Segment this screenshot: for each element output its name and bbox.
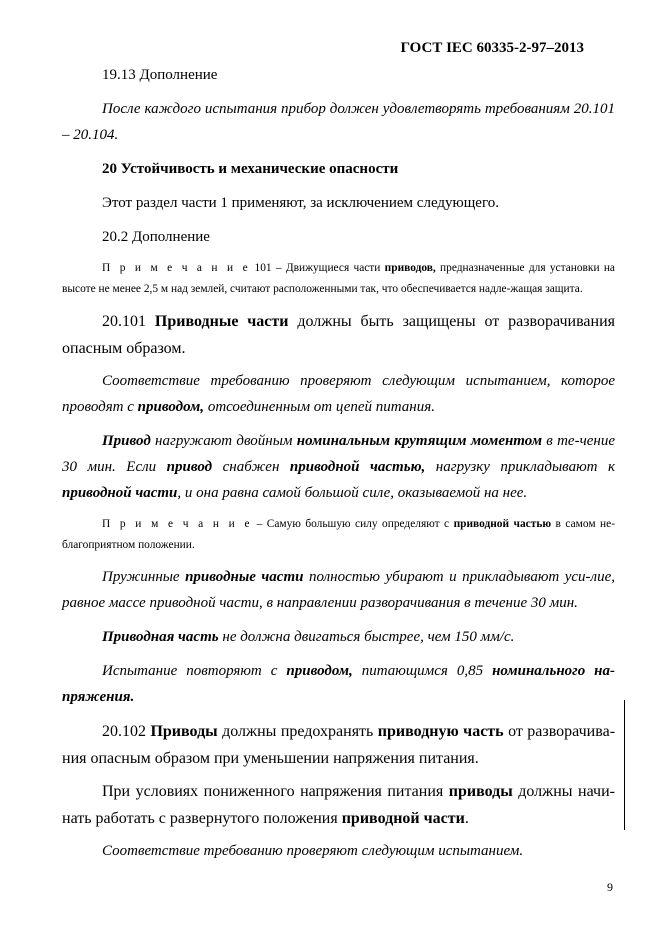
page-number: 9 (607, 880, 613, 894)
paragraph-section-scope: Этот раздел части 1 применяют, за исключением следующего. (102, 195, 499, 211)
clause-19-13-heading: 19.13 Дополнение (102, 67, 218, 83)
clause-20-102: 20.102 Приводы должны предохранять приводную часть от разворачива-ния опасным образом при уменьшении напряжения питания. (62, 723, 616, 767)
paragraph-load-test: Привод нагружают двойным номинальным крутящим моментом в те-чение 30 мин. Если привод снабжен приводной частью, нагрузку прикладывают к приводной части, и она равна самой большой силе, оказываемой на нее. (62, 433, 616, 501)
change-bar (624, 700, 625, 830)
document-header: ГОСТ IEC 60335-2-97–2013 (400, 40, 584, 56)
paragraph-final-check: Соответствие требованию проверяют следующим испытанием. (102, 843, 524, 859)
paragraph-repeat-test: Испытание повторяют с приводом, питающимся 0,85 номинального на-пряжения. (62, 663, 615, 705)
page-body (62, 62, 615, 864)
section-20-heading: 20 Устойчивость и механические опасности (102, 161, 399, 177)
note-101: П р и м е ч а н и е 101 – Движущиеся части приводов, предназначенные для установки на высоте не менее 2,5 м над землей, считают расположенными так, что обеспечивается надле-жащая защита. (62, 262, 615, 295)
paragraph-spring-parts: Пружинные приводные части полностью убирают и прикладывают уси-лие, равное массе приводной части, в направлении разворачивания в течение 30 мин. (62, 569, 616, 611)
paragraph-test-requirement: После каждого испытания прибор должен удовлетворять требованиям 20.101 – 20.104. (62, 101, 615, 143)
note-largest-force: П р и м е ч а н и е – Самую большую силу определяют с приводной частью в самом не-благоприятном положении. (62, 518, 615, 551)
clause-20-101: 20.101 Приводные части должны быть защищены от разворачивания опасным образом. (62, 313, 616, 357)
paragraph-speed-limit: Приводная часть не должна двигаться быстрее, чем 150 мм/с. (102, 629, 515, 645)
clause-20-2-heading: 20.2 Дополнение (102, 229, 210, 245)
paragraph-compliance-check: Соответствие требованию проверяют следующим испытанием, которое проводят с приводом, отсоединенным от цепей питания. (62, 373, 615, 415)
paragraph-low-voltage: При условиях пониженного напряжения питания приводы должны начи-нать работать с развернутого положения приводной части. (62, 783, 615, 827)
